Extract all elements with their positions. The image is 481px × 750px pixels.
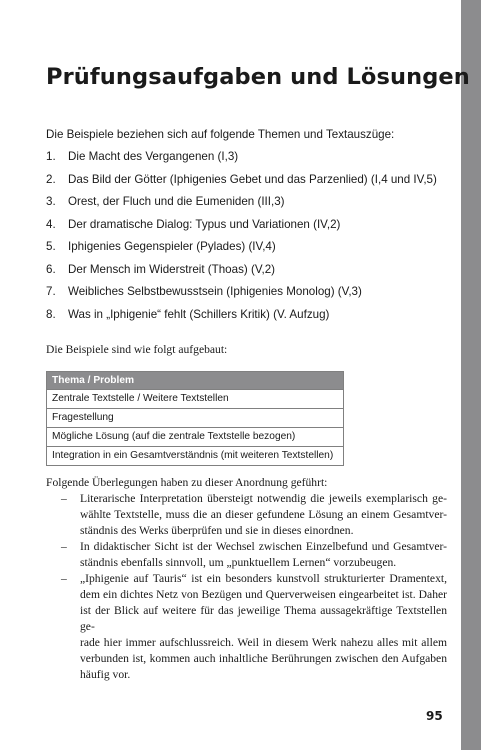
reasons-intro: Folgende Überlegungen haben zu dieser Anordnung geführt: <box>46 476 328 489</box>
topic-item <box>46 218 437 241</box>
topic-text: Orest, der Fluch und die Eumeniden (III,3) <box>68 195 285 208</box>
structure-table-row: Zentrale Textstelle / Weitere Textstellen <box>47 389 343 408</box>
structure-table-row: Fragestellung <box>47 408 343 427</box>
structure-table-row: Integration in ein Gesamtverständnis (mit weiteren Textstellen) <box>47 446 343 465</box>
reasons-section <box>46 475 447 683</box>
dash-bullet: – <box>61 540 67 553</box>
page-title: Prüfungsaufgaben und Lösungen <box>46 64 470 90</box>
topic-number: 2. <box>46 172 56 186</box>
reason-item <box>46 491 447 539</box>
topic-number: 4. <box>46 217 56 231</box>
topic-item <box>46 195 437 218</box>
topic-text: Das Bild der Götter (Iphigenies Gebet und das Parzenlied) (I,4 und IV,5) <box>68 172 437 186</box>
topic-number: 5. <box>46 240 56 253</box>
topic-number: 6. <box>46 262 56 276</box>
reason-item <box>46 539 447 571</box>
reason-line: häufig vor. <box>80 668 131 681</box>
reason-line: In didaktischer Sicht ist der Wechsel zwischen Einzelbefund und Gesamtver- <box>80 540 447 553</box>
topic-number: 3. <box>46 195 56 208</box>
topics-intro: Die Beispiele beziehen sich auf folgende Themen und Textauszüge: <box>46 128 395 141</box>
topic-item <box>46 263 437 286</box>
reason-line: ständnis ebenfalls sinnvoll, um „punktuellem Lernen“ vorzubeugen. <box>80 556 397 569</box>
reason-line: verbunden ist, kommen auch inhaltliche Berührungen zwischen den Aufgaben <box>80 652 447 665</box>
page-number: 95 <box>426 709 443 723</box>
page-edge-bar <box>461 0 481 750</box>
topic-text: Iphigenies Gegenspieler (Pylades) (IV,4) <box>68 240 276 253</box>
topic-item <box>46 173 437 196</box>
topic-number: 8. <box>46 307 56 321</box>
reason-line: Literarische Interpretation übersteigt notwendig die jeweils exemplarisch ge- <box>80 492 447 505</box>
topic-text: Die Macht des Vergangenen (I,3) <box>68 150 239 163</box>
topic-text: Der Mensch im Widerstreit (Thoas) (V,2) <box>68 262 276 276</box>
reason-line: „Iphigenie auf Tauris“ ist ein besonders kunstvoll strukturierter Dramentext, <box>80 572 447 585</box>
topic-item <box>46 308 437 331</box>
structure-table <box>46 371 344 466</box>
reasons-list <box>46 491 447 683</box>
topic-text: Weibliches Selbstbewusstsein (Iphigenies Monolog) (V,3) <box>68 285 362 298</box>
reason-line: ist der Blick auf weitere für das jeweilige Thema aussagekräftige Textstellen ge- <box>80 604 447 633</box>
topic-item <box>46 150 437 173</box>
reason-line: ständnis des Werks überprüfen und sie in dieses einordnen. <box>80 524 354 537</box>
reason-line: dem ein dichtes Netz von Bezügen und Querverweisen eingearbeitet ist. Daher <box>80 588 447 601</box>
dash-bullet: – <box>61 572 67 585</box>
topic-item <box>46 285 437 308</box>
dash-bullet: – <box>61 492 67 505</box>
topic-item <box>46 240 437 263</box>
reason-line: wählte Textstelle, muss die an dieser gefundene Lösung an einem Gesamtver- <box>80 508 447 521</box>
topic-text: Der dramatische Dialog: Typus und Variationen (IV,2) <box>68 217 341 231</box>
reason-item <box>46 571 447 683</box>
topic-text: Was in „Iphigenie“ fehlt (Schillers Kritik) (V. Aufzug) <box>68 307 330 321</box>
topic-number: 1. <box>46 150 56 163</box>
structure-intro: Die Beispiele sind wie folgt aufgebaut: <box>46 343 228 356</box>
structure-table-header: Thema / Problem <box>47 372 343 389</box>
topic-number: 7. <box>46 285 56 298</box>
reason-line: rade hier immer aufschlussreich. Weil in diesem Werk nahezu alles mit allem <box>80 636 447 649</box>
topics-list <box>46 150 437 330</box>
structure-table-row: Mögliche Lösung (auf die zentrale Textstelle bezogen) <box>47 427 343 446</box>
